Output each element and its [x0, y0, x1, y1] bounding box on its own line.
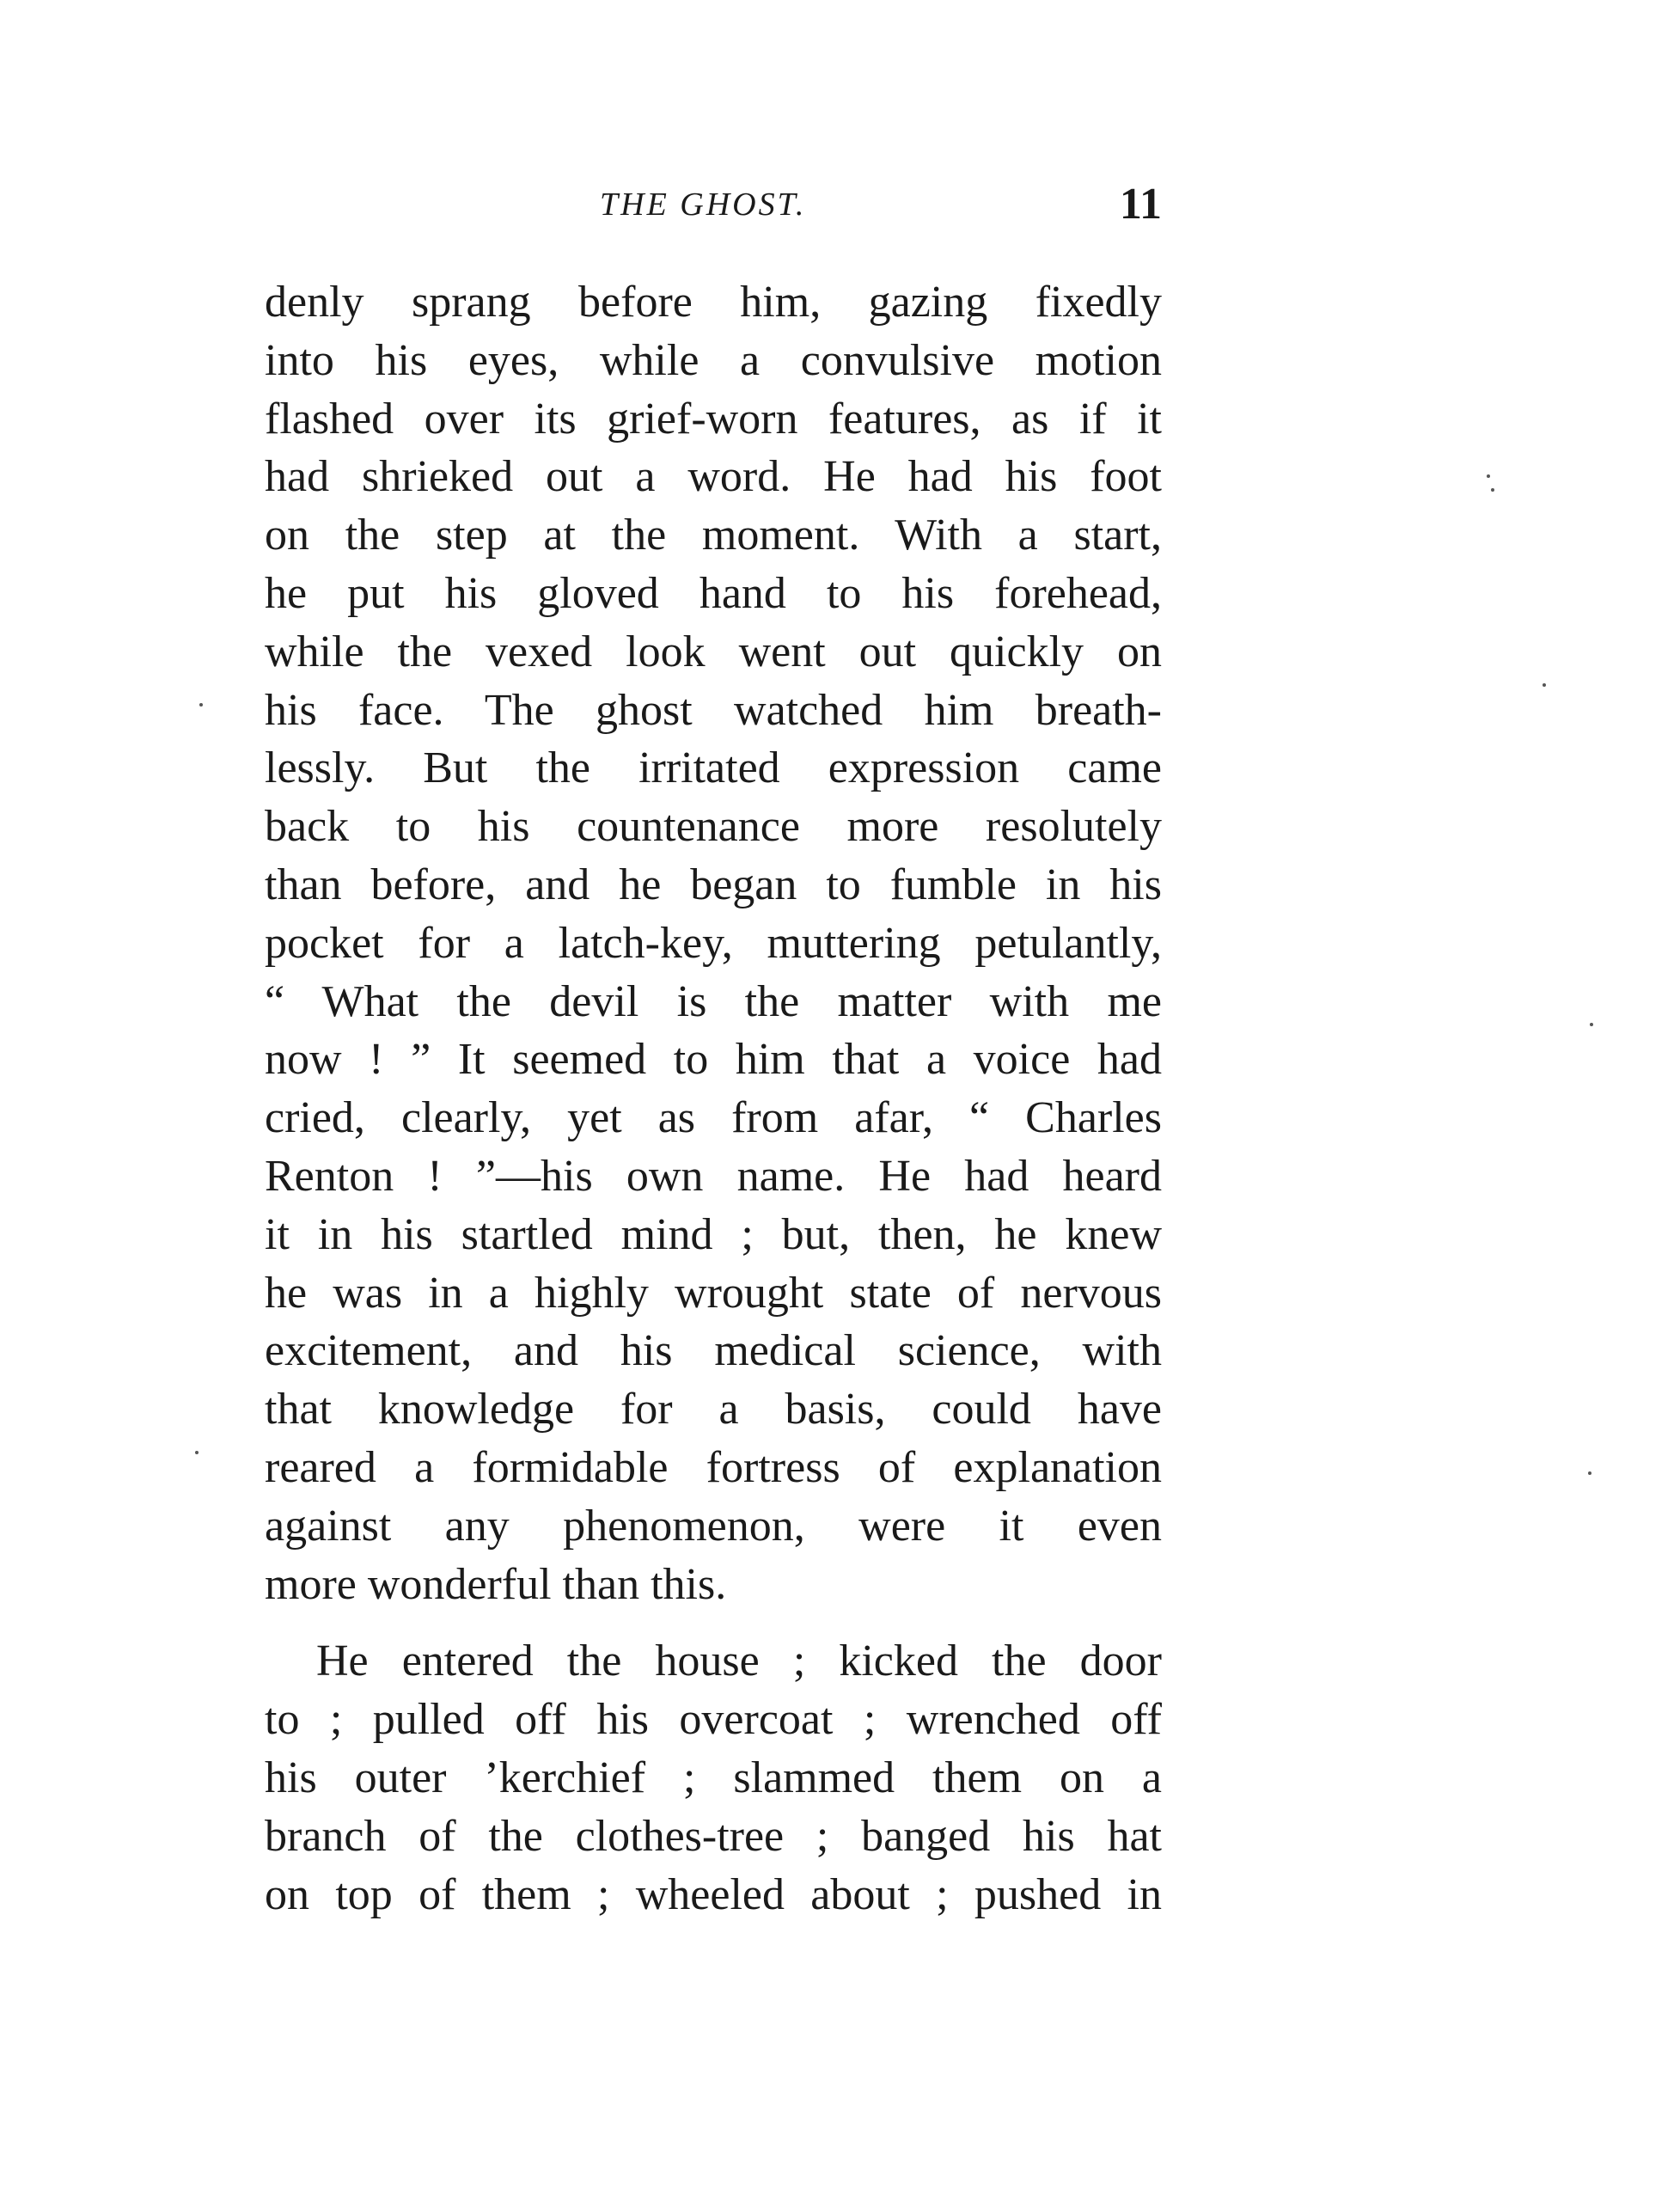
text-line: reared a formidable fortress of explanation	[265, 1442, 1162, 1492]
scan-speck	[1543, 683, 1546, 687]
text-line: that knowledge for a basis, could have	[265, 1385, 1162, 1435]
paragraph-break	[265, 1613, 1162, 1632]
text-line: he put his gloved hand to his forehead,	[265, 568, 1162, 618]
text-line: Renton ! ”—his own name. He had heard	[265, 1151, 1162, 1201]
text-line: now ! ” It seemed to him that a voice had	[265, 1035, 1162, 1085]
text-line: lessly. But the irritated expression came	[265, 743, 1162, 793]
text-line: to ; pulled off his overcoat ; wrenched off	[265, 1695, 1162, 1745]
text-line: had shrieked out a word. He had his foot	[265, 452, 1162, 502]
text-line: than before, and he began to fumble in his	[265, 859, 1162, 909]
text-line: it in his startled mind ; but, then, he knew	[265, 1209, 1162, 1259]
text-line: against any phenomenon, were it even	[265, 1501, 1162, 1551]
text-line: cried, clearly, yet as from afar, “ Charles	[265, 1093, 1162, 1143]
page-number: 11	[1119, 180, 1162, 229]
text-line: He entered the house ; kicked the door	[316, 1636, 1162, 1686]
text-line: on top of them ; wheeled about ; pushed in	[265, 1869, 1162, 1919]
text-line: flashed over its grief-worn features, as if it	[265, 394, 1162, 444]
scan-speck	[1588, 1471, 1591, 1475]
running-title: THE GHOST.	[600, 187, 807, 223]
text-line: his face. The ghost watched him breath-	[265, 685, 1162, 735]
text-line: branch of the clothes-tree ; banged his hat	[265, 1811, 1162, 1861]
text-line: into his eyes, while a convulsive motion	[265, 335, 1162, 385]
scan-speck	[195, 1451, 199, 1454]
body-text	[265, 273, 1162, 1924]
text-line: his outer ’kerchief ; slammed them on a	[265, 1753, 1162, 1802]
text-line: more wonderful than this.	[265, 1559, 727, 1609]
scan-speck	[1487, 474, 1490, 478]
text-line: “ What the devil is the matter with me	[265, 976, 1162, 1026]
text-line: on the step at the moment. With a start,	[265, 511, 1162, 560]
text-line: he was in a highly wrought state of nervous	[265, 1268, 1162, 1318]
scan-speck	[1491, 488, 1494, 492]
scan-speck	[1590, 1023, 1593, 1026]
text-line: excitement, and his medical science, with	[265, 1326, 1162, 1376]
text-line: while the vexed look went out quickly on	[265, 627, 1162, 676]
page-header	[265, 179, 1162, 230]
text-line: denly sprang before him, gazing fixedly	[265, 278, 1162, 327]
text-line: pocket for a latch-key, muttering petulantly,	[265, 918, 1162, 968]
scan-speck	[199, 703, 203, 707]
text-line: back to his countenance more resolutely	[265, 802, 1162, 852]
